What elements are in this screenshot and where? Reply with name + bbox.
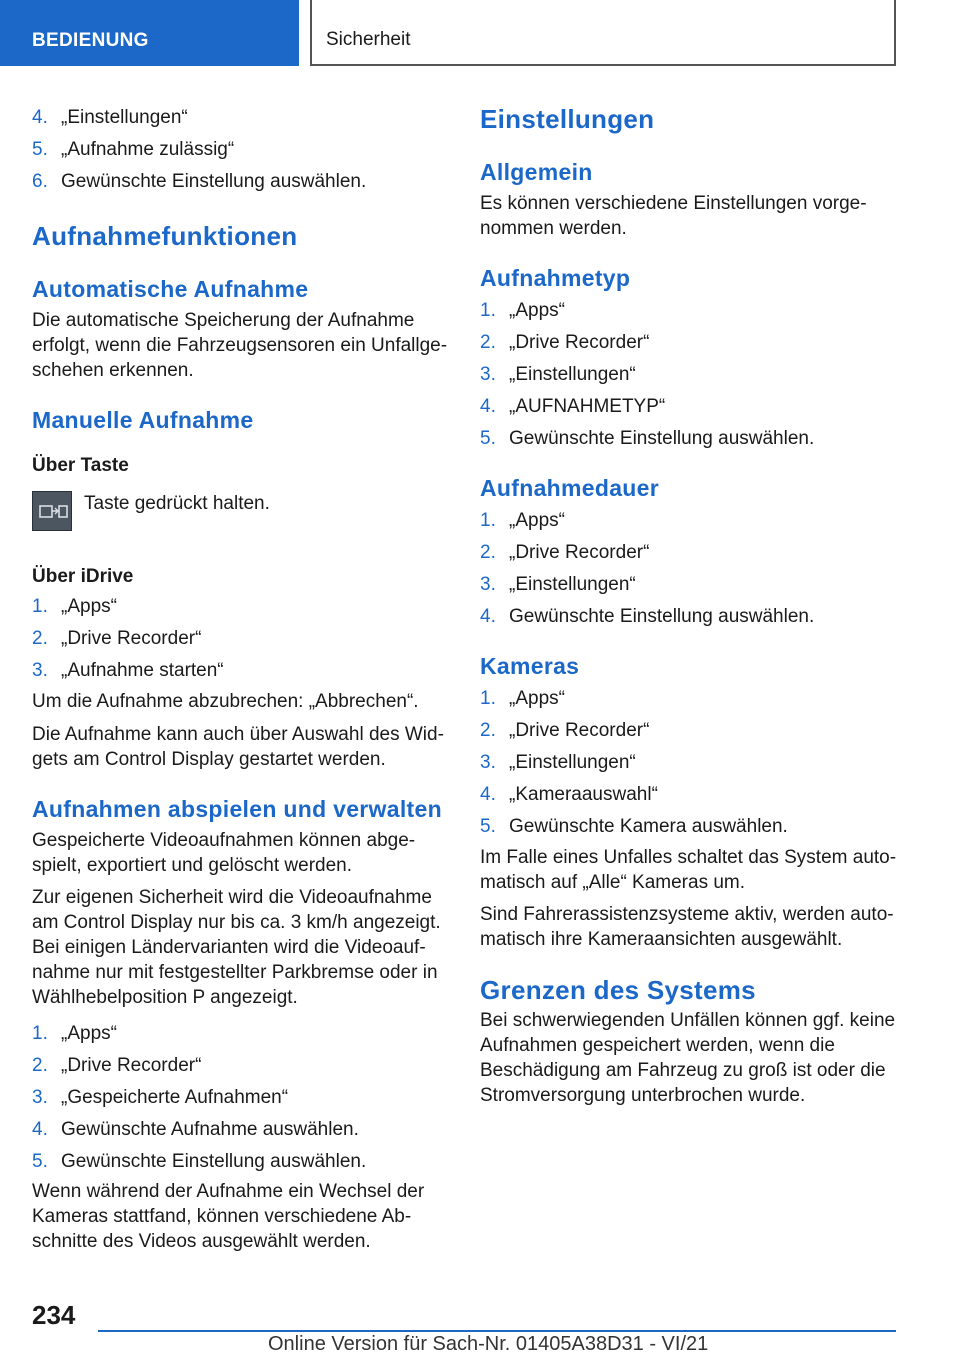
heading-aufnahmefunktionen: Aufnahmefunktionen bbox=[32, 221, 298, 251]
list-item: 1. „Apps“ bbox=[480, 300, 565, 321]
heading-aufnahmen-abspielen: Aufnahmen abspielen und verwalten bbox=[32, 796, 442, 822]
text-gespeicherte-aufnahmen: Gespeicherte Videoaufnahmen können abgespielt, exportiert und gelöscht werden. bbox=[32, 830, 416, 876]
page-header bbox=[0, 0, 960, 66]
list-item: 1. „Apps“ bbox=[480, 510, 565, 531]
heading-allgemein: Allgemein bbox=[480, 159, 593, 185]
text-grenzen: Bei schwerwiegenden Unfällen können ggf. keine Aufnahmen gespeichert werden, wenn die Beschädigung am Fahrzeug zu groß ist oder die Stromversorgung unterbrochen wurde. bbox=[480, 1010, 896, 1106]
heading-einstellungen: Einstellungen bbox=[480, 104, 655, 134]
list-item: 4. Gewünschte Aufnahme auswählen. bbox=[32, 1119, 359, 1140]
page-number: 234 bbox=[32, 1300, 76, 1330]
list-item: 1. „Apps“ bbox=[32, 596, 117, 617]
heading-kameras: Kameras bbox=[480, 653, 580, 679]
text-taste-halten: Taste gedrückt halten. bbox=[84, 493, 270, 514]
list-item: 2. „Drive Recorder“ bbox=[32, 1055, 202, 1076]
list-item: 3. „Einstellungen“ bbox=[480, 364, 636, 385]
drive-recorder-button-icon bbox=[32, 491, 72, 531]
heading-ueber-taste: Über Taste bbox=[32, 455, 129, 476]
heading-manuelle-aufnahme: Manuelle Aufnahme bbox=[32, 407, 254, 433]
heading-aufnahmetyp: Aufnahmetyp bbox=[480, 265, 631, 291]
text-fahrerassistenz: Sind Fahrerassistenzsysteme aktiv, werden automatisch ihre Kameraansichten ausgewählt. bbox=[480, 904, 894, 950]
list-item: 3. „Aufnahme starten“ bbox=[32, 660, 224, 681]
heading-ueber-idrive: Über iDrive bbox=[32, 566, 134, 587]
right-column bbox=[480, 100, 900, 1108]
footer-divider bbox=[98, 1330, 896, 1332]
list-item: 3. „Einstellungen“ bbox=[480, 574, 636, 595]
text-kamera-wechsel: Wenn während der Aufnahme ein Wechsel der Kameras stattfand, können verschiedene Abschnitte des Videos ausgewählt werden. bbox=[32, 1181, 425, 1252]
text-sicherheit-hinweis: Zur eigenen Sicherheit wird die Videoaufnahme am Control Display nur bis ca. 3 km/h angezeigt. Bei einigen Ländervarianten wird die Videoaufnahme nur mit festgestellter Parkbremse oder in Wählhebelposition P angezeigt. bbox=[32, 887, 441, 1008]
list-abspielen-steps bbox=[32, 1018, 450, 1178]
list-item: 5. „Aufnahme zulässig“ bbox=[32, 139, 235, 160]
list-item: 3. „Einstellungen“ bbox=[480, 752, 636, 773]
list-item: 5. Gewünschte Einstellung auswählen. bbox=[32, 1151, 367, 1172]
list-idrive-steps bbox=[32, 591, 450, 687]
heading-aufnahmedauer: Aufnahmedauer bbox=[480, 475, 659, 501]
list-item: 4. „Kameraauswahl“ bbox=[480, 784, 658, 805]
list-item: 3. „Gespeicherte Aufnahmen“ bbox=[32, 1087, 289, 1108]
list-item: 4. „AUFNAHMETYP“ bbox=[480, 396, 666, 417]
list-item: 2. „Drive Recorder“ bbox=[32, 628, 202, 649]
list-item: 5. Gewünschte Kamera auswählen. bbox=[480, 816, 788, 837]
text-abbrechen: Um die Aufnahme abzubrechen: „Abbrechen“. bbox=[32, 691, 419, 712]
list-aufnahmetyp-steps bbox=[480, 295, 900, 455]
left-column bbox=[32, 100, 450, 1254]
footer-online-version: Online Version für Sach-Nr. 01405A38D31 - VI/21 bbox=[268, 1333, 709, 1355]
list-item: 1. „Apps“ bbox=[480, 688, 565, 709]
section-tab-bedienung bbox=[0, 0, 299, 66]
text-allgemein: Es können verschiedene Einstellungen vorgenommen werden. bbox=[480, 193, 867, 239]
list-item: 6. Gewünschte Einstellung auswählen. bbox=[32, 171, 367, 192]
list-item: 5. Gewünschte Einstellung auswählen. bbox=[480, 428, 815, 449]
list-einstellungen-steps bbox=[32, 102, 450, 198]
list-item: 2. „Drive Recorder“ bbox=[480, 720, 650, 741]
section-tab-label: BEDIENUNG bbox=[32, 30, 149, 51]
text-unfall-kameras: Im Falle eines Unfalles schaltet das System automatisch auf „Alle“ Kameras um. bbox=[480, 847, 897, 893]
list-aufnahmedauer-steps bbox=[480, 505, 900, 633]
heading-automatische-aufnahme: Automatische Aufnahme bbox=[32, 276, 309, 302]
list-item: 2. „Drive Recorder“ bbox=[480, 332, 650, 353]
taste-instruction bbox=[32, 491, 450, 547]
list-item: 4. „Einstellungen“ bbox=[32, 107, 188, 128]
chapter-tab-sicherheit bbox=[310, 0, 896, 66]
chapter-tab-label: Sicherheit bbox=[326, 29, 411, 50]
list-kameras-steps bbox=[480, 683, 900, 843]
text-automatische-aufnahme: Die automatische Speicherung der Aufnahme erfolgt, wenn die Fahrzeugsensoren ein Unfallgeschehen erkennen. bbox=[32, 310, 448, 381]
list-item: 4. Gewünschte Einstellung auswählen. bbox=[480, 606, 815, 627]
text-widgets: Die Aufnahme kann auch über Auswahl des Widgets am Control Display gestartet werden. bbox=[32, 724, 444, 770]
list-item: 2. „Drive Recorder“ bbox=[480, 542, 650, 563]
heading-grenzen-des-systems: Grenzen des Systems bbox=[480, 975, 756, 1005]
list-item: 1. „Apps“ bbox=[32, 1023, 117, 1044]
